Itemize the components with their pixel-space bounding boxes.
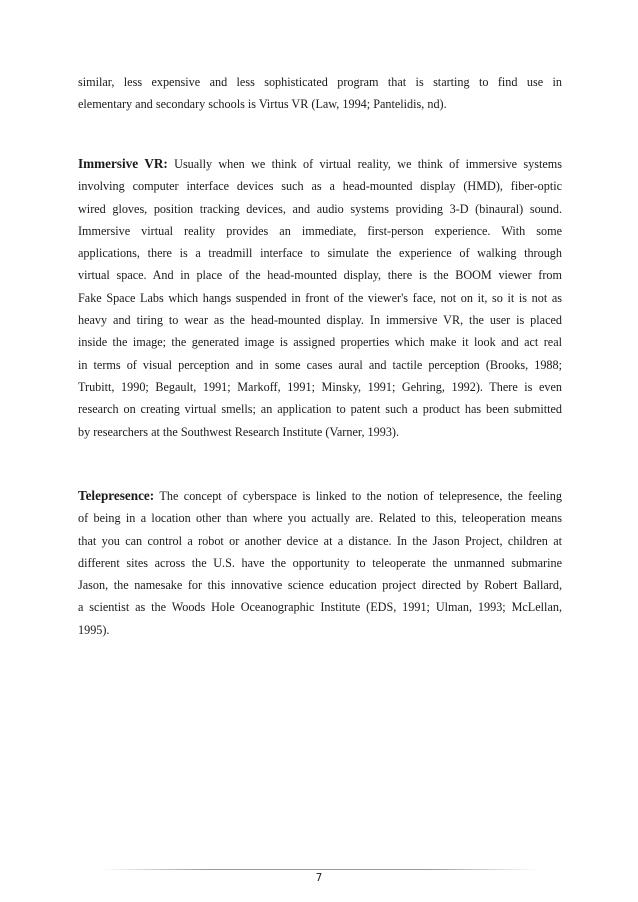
paragraph-immersive-vr [78, 153, 562, 443]
footer-divider [100, 869, 538, 870]
text-line: different sites across the U.S. have the opportunity to teleoperate the unmanned submarine [78, 555, 562, 570]
text-line: by researchers at the Southwest Research Institute (Varner, 1993). [78, 424, 400, 439]
paragraph-virtus-vr [78, 71, 562, 116]
text-line: in terms of visual perception and in some cases aural and tactile perception (Brooks, 1988; [78, 357, 562, 372]
text-line: 1995). [78, 622, 110, 637]
text-line: Immersive virtual reality provides an immediate, first-person experience. With some [78, 223, 562, 238]
section-heading-immersive-vr: Immersive VR: [78, 156, 168, 171]
text-line: Fake Space Labs which hangs suspended in front of the viewer's face, not on it, so it is not as [78, 290, 562, 305]
section-heading-telepresence: Telepresence: [78, 488, 155, 503]
text-line: virtual space. And in place of the head-mounted display, there is the BOOM viewer from [78, 268, 562, 283]
text-line: Jason, the namesake for this innovative science education project directed by Robert Ballard, [78, 578, 562, 593]
text-line: a scientist as the Woods Hole Oceanographic Institute (EDS, 1991; Ulman, 1993; McLellan, [78, 600, 562, 615]
text-line: Trubitt, 1990; Begault, 1991; Markoff, 1991; Minsky, 1991; Gehring, 1992). There is even [78, 379, 562, 394]
text-run: The concept of cyberspace is linked to the notion of telepresence, the feeling [154, 489, 562, 503]
text-line: elementary and secondary schools is Virtus VR (Law, 1994; Pantelidis, nd). [78, 97, 447, 112]
text-line: applications, there is a treadmill interface to simulate the experience of walking through [78, 246, 562, 261]
text-line: that you can control a robot or another device at a distance. In the Jason Project, children at [78, 533, 562, 548]
text-line: of being in a location other than where you actually are. Related to this, teleoperation means [78, 511, 562, 526]
text-line: inside the image; the generated image is assigned properties which make it look and act real [78, 335, 562, 350]
text-line: similar, less expensive and less sophisticated program that is starting to find use in [78, 75, 562, 89]
text-line [78, 153, 562, 175]
page-number: 7 [315, 872, 323, 884]
text-run: Usually when we think of virtual reality, we think of immersive systems [167, 157, 562, 171]
paragraph-telepresence [78, 485, 562, 641]
text-line: wired gloves, position tracking devices, and audio systems providing 3-D (binaural) sound. [78, 201, 562, 216]
text-line: involving computer interface devices such as a head-mounted display (HMD), fiber-optic [78, 179, 562, 194]
text-line: heavy and tiring to wear as the head-mounted display. In immersive VR, the user is placed [78, 313, 562, 328]
text-line: research on creating virtual smells; an application to patent such a product has been submitted [78, 402, 562, 417]
text-line [78, 485, 562, 507]
